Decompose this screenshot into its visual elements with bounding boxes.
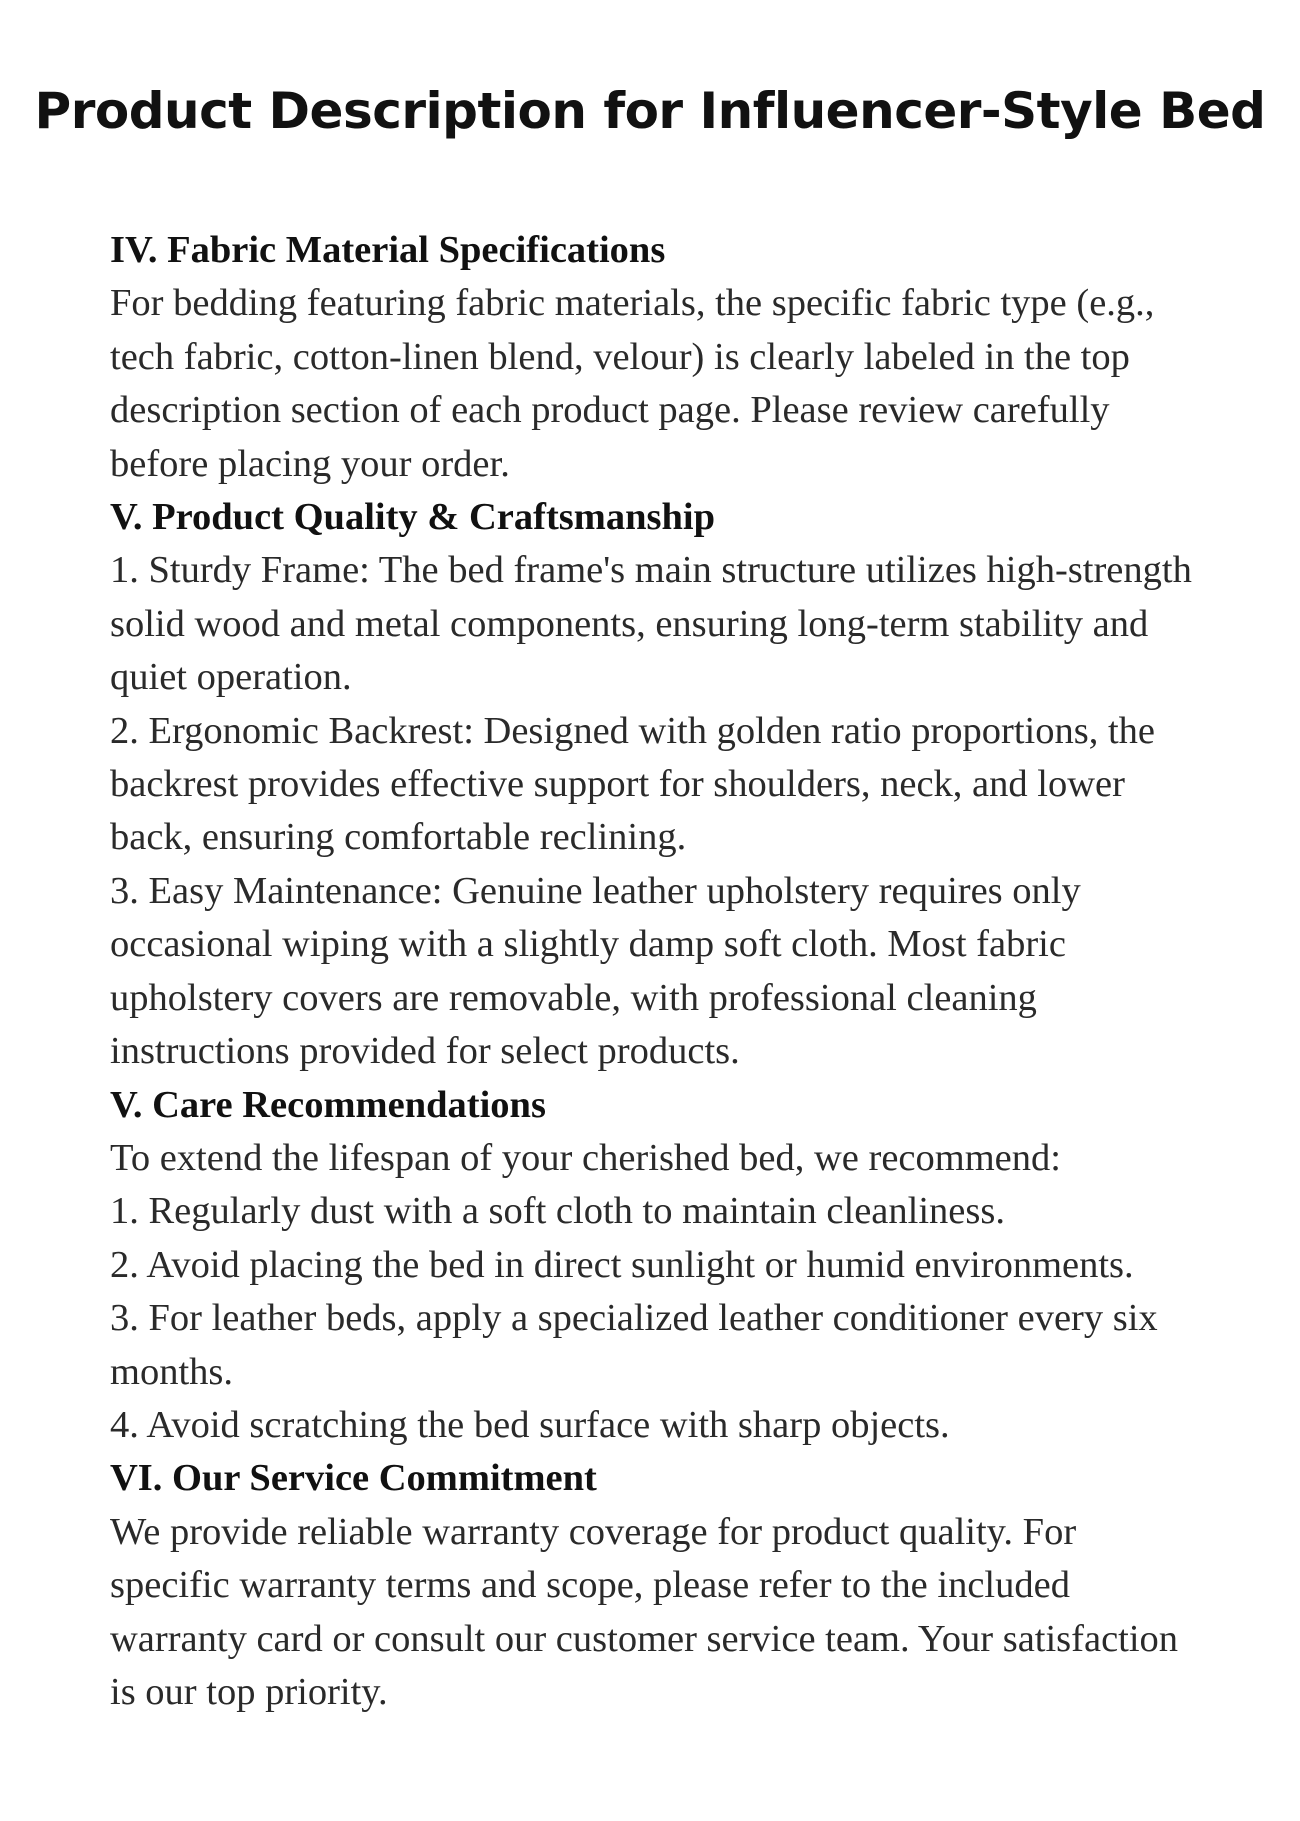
list-item: 3. For leather beds, apply a specialized leather conditioner every six months. <box>110 1297 1158 1393</box>
list-item: 2. Ergonomic Backrest: Designed with golden ratio proportions, the backrest provides effective support for shoulders, neck, and lower back, ensuring comfortable reclining. <box>110 709 1156 859</box>
section-heading-service-commitment: VI. Our Service Commitment <box>110 1457 597 1500</box>
list-item: 1. Sturdy Frame: The bed frame's main structure utilizes high-strength solid wood and metal components, ensuring long-term stability and quiet operation. <box>110 549 1192 699</box>
section-heading-quality-craftsmanship: V. Product Quality & Craftsmanship <box>110 496 716 539</box>
section-paragraph: To extend the lifespan of your cherished bed, we recommend: <box>110 1136 1061 1179</box>
page-title: Product Description for Influencer-Style Bed <box>34 82 1266 140</box>
section-heading-care-recommendations: V. Care Recommendations <box>110 1083 546 1126</box>
section-heading-fabric-material: IV. Fabric Material Specifications <box>110 229 666 271</box>
list-item: 3. Easy Maintenance: Genuine leather upholstery requires only occasional wiping with a slightly damp soft cloth. Most fabric upholstery covers are removable, with professional cleaning instructions provided for select products. <box>110 869 1081 1073</box>
document-body <box>110 224 1200 1719</box>
section-paragraph: We provide reliable warranty coverage for product quality. For specific warranty terms and scope, please refer to the included warranty card or consult our customer service team. Your satisfaction is our top priority. <box>110 1510 1179 1713</box>
list-item: 4. Avoid scratching the bed surface with sharp objects. <box>110 1403 950 1446</box>
list-item: 1. Regularly dust with a soft cloth to maintain cleanliness. <box>110 1190 1005 1233</box>
section-paragraph: For bedding featuring fabric materials, the specific fabric type (e.g., tech fabric, cotton-linen blend, velour) is clearly labeled in the top description section of each product page. Please review carefully before placing your order. <box>110 282 1155 485</box>
list-item: 2. Avoid placing the bed in direct sunlight or humid environments. <box>110 1243 1134 1286</box>
